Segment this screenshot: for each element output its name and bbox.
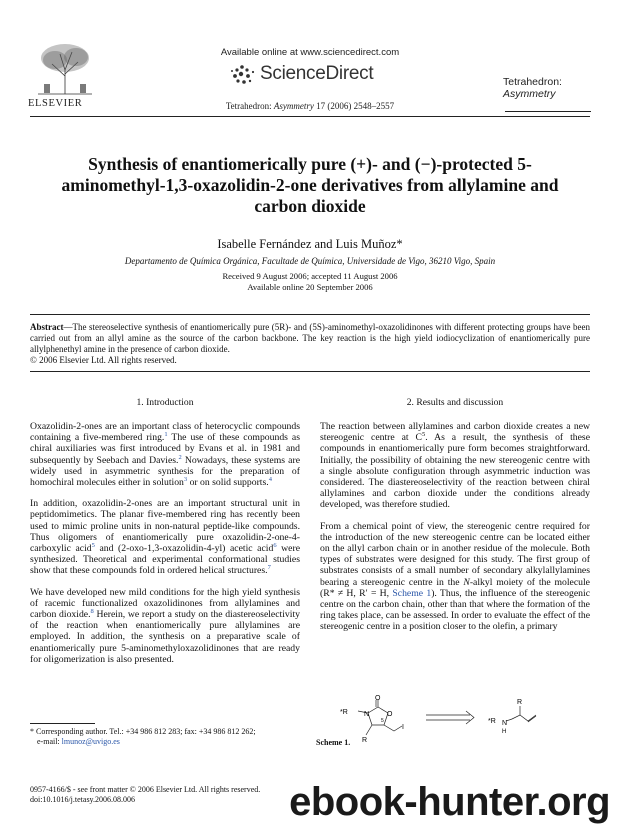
results-heading: 2. Results and discussion [406,397,504,408]
left-column [30,421,300,675]
article-dates [0,271,620,293]
header-divider [30,116,590,117]
journal-name-block [503,76,562,100]
atom-r-star-right: *R [488,718,496,725]
journal-name-rule [505,111,591,112]
ref-8[interactable]: 8 [90,607,94,615]
watermark-text: ebook-hunter.org [289,780,610,824]
article-title: Synthesis of enantiomerically pure (+)- and (−)-protected 5-aminomethyl-1,3-oxazolidin-2-one derivatives from allylamine and carbon dioxide [61,154,559,216]
journal-ref-italic: Asymmetry [273,101,314,111]
journal-ref-prefix: Tetrahedron: [225,101,274,111]
ref-3[interactable]: 3 [183,475,188,483]
copyright-line: 0957-4166/$ - see front matter © 2006 Elsevier Ltd. All rights reserved. [30,785,261,794]
journal-name-line1: Tetrahedron: [503,76,562,88]
ref-2[interactable]: 2 [178,453,182,461]
ring-position-label: 5 [381,718,384,724]
abstract-top-rule [30,314,590,315]
atom-o-ring: O [387,711,393,718]
abstract [30,322,590,366]
scheme-1-figure [330,695,580,750]
intro-paragraph-2: In addition, oxazolidin-2-ones are an important structural unit in peptidomimetics. The planar five-membered ring has recently been used to mimic proline units in non-natural peptide-like compounds. Thus oligomers of enantiomerically pure oxazolidin-2-one-4-carboxylic acid$^5$ and (2-oxo-1,3-oxazolidin-4-yl) acetic acid$^6$ were synthesized. Theoretical and experimental conformational studies show that these compounds fold in ordered helical structures.$^7$ [30,498,300,577]
article-authors: Isabelle Fernández and Luis Muñoz* [217,237,403,251]
scheme-label: Scheme 1. [316,738,351,747]
journal-reference [0,101,620,111]
reaction-arrow-icon [426,711,474,724]
ref-7[interactable]: 7 [267,564,271,572]
intro-paragraph-1: Oxazolidin-2-ones are an important class of heterocyclic compounds containing a five-membered ring.$^1$ The use of these compounds as chiral auxiliaries was first introduced by Evans et al. in 1981 and subsequently by Seebach and Davies.$^2$ Nowadays, these systems are widely used in asymmetric synthesis for the preparation of homochiral molecules either in solution$^3$ or on solid supports.$^4$ [30,421,301,489]
atom-h-right: H [502,729,507,735]
atom-r-right: R [517,699,523,706]
journal-ref-suffix: 17 (2006) 2548–2557 [313,101,395,111]
journal-name-line2: Asymmetry [503,88,556,100]
received-date: Received 9 August 2006; accepted 11 August 2006 [222,271,398,281]
right-column [320,421,590,643]
ref-4[interactable]: 4 [268,475,272,483]
atom-n-right: N [502,720,508,727]
available-date: Available online 20 September 2006 [247,282,373,292]
elsevier-tree-logo-icon [30,40,100,96]
corresponding-author-footnote [30,727,300,747]
abstract-bottom-rule [30,371,590,372]
atom-iodine: I [402,724,404,731]
intro-heading: 1. Introduction [136,397,194,408]
footnote-rule [30,723,95,724]
ref-5[interactable]: 5 [91,541,95,549]
abstract-copyright: © 2006 Elsevier Ltd. All rights reserved. [30,355,177,365]
ref-6[interactable]: 6 [273,541,277,549]
atom-o-carbonyl: O [375,695,381,702]
publisher-name: ELSEVIER [28,98,83,109]
ref-1[interactable]: 1 [164,430,168,438]
sciencedirect-wordmark: ScienceDirect [260,63,374,84]
results-paragraph-2: From a chemical point of view, the stereogenic centre required for the introduction of the new stereogenic centre can be located either on the allyl carbon chain or in another residue of the molecule. Both types of substrates were designed for this study. The first group of substrates consists of a small number of secondary alkylallylamines bearing a stereogenic centre in the N-alkyl moiety of the molecule (R* ≠ H, R′ = H, Scheme 1). Thus, the influence of the stereogenic centre on the carbon chain, other than that where the formation of the ring takes place, can be assessed. In order to evaluate the effect of the stereogenic centre in a position closer to the olefin, a primary [320,520,590,633]
scheme-1-link[interactable]: Scheme 1 [392,587,432,599]
abstract-text: —The stereoselective synthesis of enantiomerically pure (5R)- and (5S)-aminomethyl-oxazolidinones with different protecting groups have been carried out from an allyl amine as the source of the carbon backbone. The key reaction is the high yield iodiocyclization of enantiomerically pure allylphenethyl amine in the presence of carbon dioxide. [30,322,590,354]
atom-r-left: R [362,737,368,744]
author-affiliation: Departamento de Química Orgánica, Facultade de Química, Universidade de Vigo, 36210 Vigo, Spain [124,256,496,266]
doi-line: doi:10.1016/j.tetasy.2006.08.006 [30,795,136,804]
footnote-contact: * Corresponding author. Tel.: +34 986 812 283; fax: +34 986 812 262; [30,727,256,736]
intro-paragraph-3: We have developed new mild conditions for the high yield synthesis of racemic functionalized oxazolidinones from allylamines and carbon dioxide.$^8$ Herein, we report a study on the diastereoselectivity of the reaction when enantiomerically pure allylamines are employed. In addition, the synthesis on a preparative scale of enantiomerically pure 5-aminomethyloxazolidinones that are ready for oligomerization is also presented. [30,586,300,665]
author-email-link[interactable]: lmunoz@uvigo.es [61,737,120,746]
atom-r-star-left: *R [340,709,348,716]
results-paragraph-1: The reaction between allylamines and carbon dioxide creates a new stereogenic centre at $C^5$. As a result, the synthesis of these compounds in enantiomerically pure form becomes straightforward. Initially, the possibility of obtaining the new stereogenic centre with a single absolute configuration through asymmetric induction was considered. The diastereoselectivity of the reaction between chiral allylamines and carbon dioxide under the conditions already developed, was therefore studied. [320,421,590,511]
abstract-label: Abstract [30,322,64,332]
atom-n-left: N [364,711,370,718]
available-online-text: Available online at www.sciencedirect.com [220,47,400,58]
email-label: e-mail: [37,737,62,746]
